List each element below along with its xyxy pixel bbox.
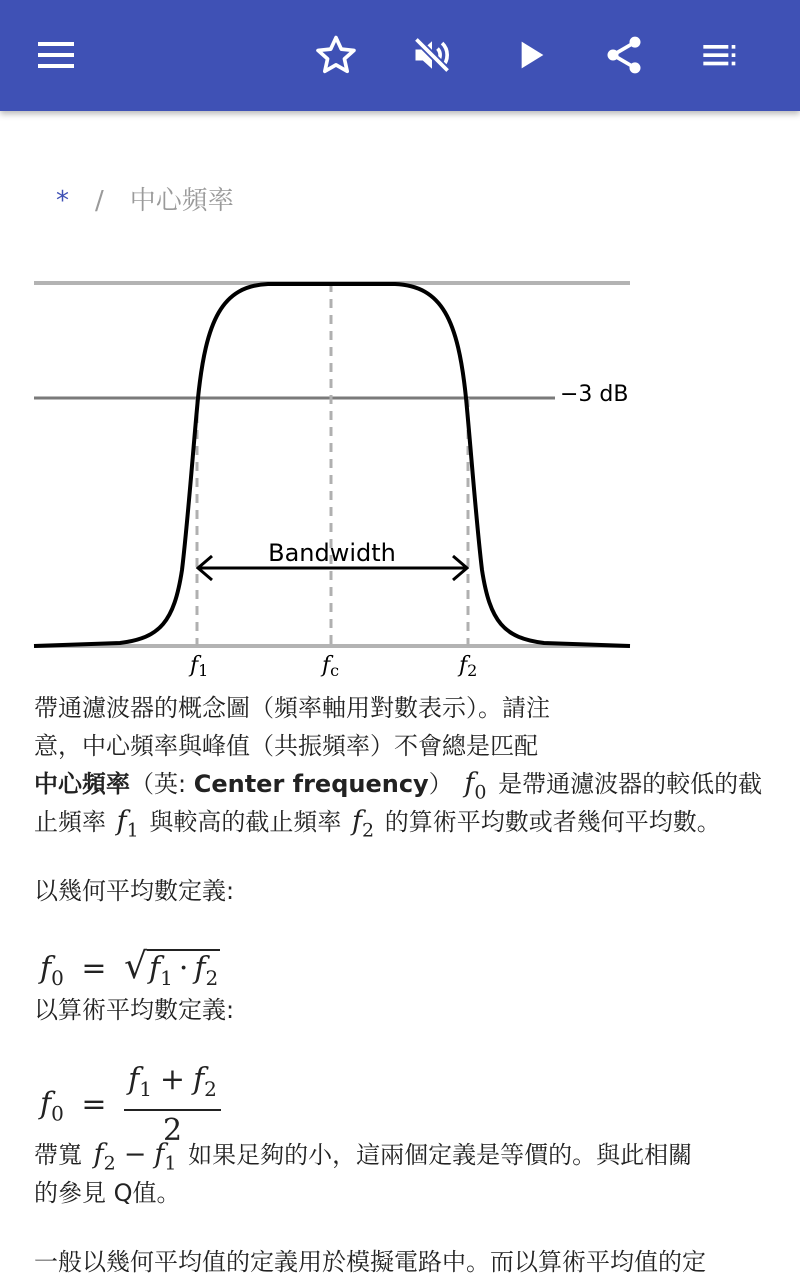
share-icon: [602, 33, 646, 77]
volume-off-icon: [410, 33, 454, 77]
minus-3db-label: −3 dB: [560, 382, 629, 407]
f2-label: f2: [459, 653, 478, 680]
f1-symbol: $f_1$: [116, 806, 139, 842]
bandpass-filter-diagram: [0, 250, 660, 690]
fc-label: fc: [322, 653, 340, 680]
intro-text-4: 的算術平均數或者幾何平均數。: [384, 808, 721, 836]
sqrt-sign: √: [124, 946, 148, 987]
star-icon: [314, 33, 358, 77]
intro-text-1: 是帶通濾波器的較低的截: [498, 770, 763, 798]
f1-label: f1: [190, 653, 209, 680]
intro-line-2: [34, 803, 721, 849]
f0-symbol: $f_0$: [464, 768, 487, 804]
share-button[interactable]: [596, 27, 652, 83]
table-of-contents-button[interactable]: [692, 27, 748, 83]
bandwidth-text-2: 的參見: [34, 1179, 106, 1207]
toc-icon: [700, 35, 740, 75]
geometric-formula: $f_0 = √f_1 \cdot f_2$: [40, 946, 219, 990]
bandwidth-expression: $f_2 - f_1$: [93, 1139, 177, 1175]
f2-symbol: $f_2$: [352, 806, 375, 842]
english-term: Center frequency: [193, 770, 429, 798]
intro-text-3: 與較高的截止頻率: [149, 808, 342, 836]
bandwidth-line-2: [34, 1174, 181, 1212]
last-paragraph: 一般以幾何平均值的定義用於模擬電路中。而以算術平均值的定: [34, 1248, 706, 1276]
bandwidth-text-1: 如果足夠的小，這兩個定義是等價的。與此相關: [188, 1141, 693, 1169]
term-heading: 中心頻率: [34, 770, 130, 798]
paren-open: （英:: [130, 770, 194, 798]
bandwidth-label: Bandwidth: [268, 539, 396, 567]
bandwidth-text-3: 。: [156, 1179, 181, 1207]
bookmark-button[interactable]: [308, 27, 364, 83]
breadcrumb-current: 中心頻率: [129, 186, 234, 216]
play-button[interactable]: [502, 27, 558, 83]
arithmetic-heading: 以算術平均數定義:: [34, 996, 235, 1024]
app-bar: [0, 0, 800, 111]
figure-caption-line-1: 帶通濾波器的概念圖（頻率軸用對數表示）。請注: [34, 694, 550, 722]
q-factor-link[interactable]: Q值: [113, 1179, 157, 1207]
breadcrumb-root-link[interactable]: *: [56, 186, 69, 216]
breadcrumb: [56, 180, 234, 217]
breadcrumb-separator: /: [95, 186, 104, 216]
menu-button[interactable]: [28, 27, 84, 83]
intro-text-2: 止頻率: [34, 808, 106, 836]
geometric-heading: 以幾何平均數定義:: [34, 877, 235, 905]
menu-icon: [36, 35, 76, 75]
figure-caption-line-2: 意，中心頻率與峰值（共振頻率）不會總是匹配: [34, 732, 538, 760]
paren-close: ）: [428, 770, 453, 798]
play-icon: [510, 35, 550, 75]
mute-button[interactable]: [404, 27, 460, 83]
bandwidth-prefix: 帶寬: [34, 1141, 82, 1169]
arithmetic-formula: $f_0$ = $\frac{f_1 + f_2}{2}$: [40, 1062, 221, 1149]
